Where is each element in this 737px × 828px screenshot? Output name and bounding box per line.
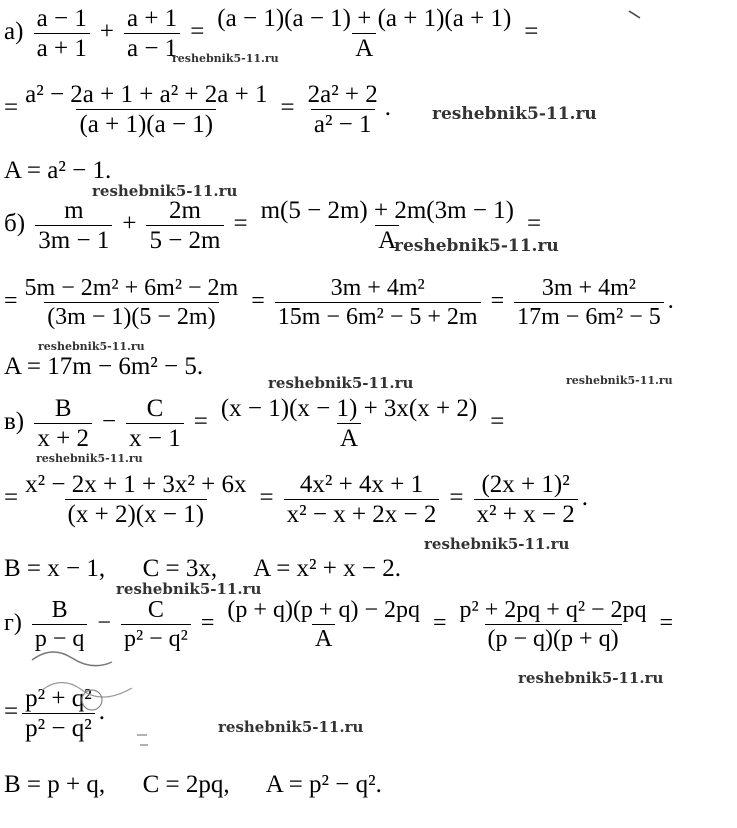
fraction: [146, 198, 223, 253]
numerator: p² + 2pq + q² − 2pq: [459, 597, 647, 623]
watermark: reshebnik5-11.ru: [394, 236, 559, 256]
denominator: p² − q²: [22, 713, 95, 741]
denominator: x − 1: [126, 423, 184, 451]
fraction: [284, 472, 440, 527]
watermark: reshebnik5-11.ru: [424, 535, 570, 553]
denominator: A: [375, 225, 399, 253]
numerator: 3m + 4m²: [541, 275, 636, 301]
fraction: [457, 598, 650, 651]
denominator: (a + 1)(a − 1): [76, 109, 216, 137]
numerator: (x − 1)(x − 1) + 3x(x + 2): [220, 395, 478, 422]
denominator: x² − x + 2x − 2: [284, 499, 440, 527]
denominator: p² − q²: [121, 624, 191, 651]
denominator: p − q: [32, 624, 88, 651]
watermark: reshebnik5-11.ru: [218, 718, 364, 736]
part-a-answer: A = a² − 1.: [4, 157, 112, 184]
watermark: reshebnik5-11.ru: [566, 374, 673, 387]
part-g-line-1: г) $\frac{B}{p - q}$ − $\frac{C}{\text{p² − q²}}$ = $\frac{(p + q)(p + q) - 2pq}{A}$ = $\frac{\text{p² + 2pq + q² − 2pq}}{(p - q)(p + q)}$ =: [4, 597, 674, 652]
numerator: m(5 − 2m) + 2m(3m − 1): [260, 197, 514, 224]
denominator: a + 1: [34, 33, 90, 61]
watermark: reshebnik5-11.ru: [172, 52, 279, 65]
scribble-mark: [22, 640, 172, 760]
watermark: reshebnik5-11.ru: [36, 452, 143, 465]
fraction: [224, 598, 423, 651]
numerator: p² + q²: [25, 685, 92, 712]
part-g-answer: B = p + q, C = 2pq, A = p² − q².: [4, 771, 382, 798]
fraction: [305, 82, 381, 137]
part-g-label: г): [4, 610, 22, 637]
numerator: 3m + 4m²: [330, 275, 425, 301]
fraction: [22, 276, 242, 329]
fraction: [126, 396, 184, 451]
fraction: [22, 82, 270, 137]
part-v-answer: B = x − 1, C = 3x, A = x² + x − 2.: [4, 555, 401, 582]
fraction: [22, 472, 249, 527]
fraction: [275, 276, 481, 329]
denominator: A: [312, 624, 335, 651]
fraction: [474, 472, 578, 527]
numerator: C: [146, 395, 164, 422]
part-b-answer: A = 17m − 6m² − 5.: [4, 353, 204, 380]
numerator: a − 1: [36, 5, 87, 32]
watermark: reshebnik5-11.ru: [518, 669, 664, 687]
denominator: 5 − 2m: [146, 225, 223, 253]
numerator: C: [147, 597, 164, 623]
part-a-label: а): [4, 18, 24, 46]
watermark: reshebnik5-11.ru: [92, 182, 238, 200]
numerator: (a − 1)(a − 1) + (a + 1)(a + 1): [217, 5, 512, 32]
numerator: (p + q)(p + q) − 2pq: [227, 597, 420, 623]
part-v-line-1: в) $\frac{B}{x + 2}$ − $\frac{C}{x - 1}$ = $\frac{(x - 1)(x - 1) + 3x(x + 2)}{A}$ =: [4, 395, 505, 452]
watermark: reshebnik5-11.ru: [432, 104, 597, 124]
part-b-line-2: = $\frac{\text{5m − 2m² + 6m² − 2m}}{(3m - 1)(5 - 2m)}$ = $\frac{\text{3m + 4m²}}{\text{15m − 6m² − 5 + 2m}}$ = $\frac{\text{3m + 4m²}}{\text{17m − 6m² − 5}}$ .: [4, 275, 674, 330]
denominator: x + 2: [34, 423, 92, 451]
denominator: a − 1: [124, 33, 180, 61]
numerator: m: [64, 197, 84, 224]
fraction: [34, 6, 90, 61]
part-b-label: б): [4, 210, 26, 238]
part-a-line-1: а) $\frac{a - 1}{a + 1}$ + $\frac{a + 1}{a - 1}$ = $\frac{(a - 1)(a - 1) + (a + 1)(a + 1)}{A}$ =: [4, 5, 539, 62]
numerator: B: [54, 395, 72, 422]
part-v-line-2: = $\frac{\text{x² − 2x + 1 + 3x² + 6x}}{(x + 2)(x - 1)}$ = $\frac{\text{4x² + 4x + 1}}{\text{x² − x + 2x − 2}}$ = $\frac{\text{(2x + 1)²}}{\text{x² + x − 2}}$ .: [4, 471, 588, 528]
numerator: 2a² + 2: [307, 81, 378, 108]
denominator: 3m − 1: [35, 225, 112, 253]
numerator: x² − 2x + 1 + 3x² + 6x: [25, 471, 247, 498]
part-g-line-2: = $\frac{\text{p² + q²}}{\text{p² − q²}}$ .: [4, 685, 105, 742]
denominator: (3m − 1)(5 − 2m): [44, 302, 218, 329]
denominator: (x + 2)(x − 1): [65, 499, 208, 527]
denominator: 15m − 6m² − 5 + 2m: [275, 302, 481, 329]
fraction: [35, 198, 112, 253]
numerator: (2x + 1)²: [481, 471, 570, 498]
denominator: (p − q)(p + q): [485, 624, 622, 651]
denominator: A: [352, 33, 376, 61]
denominator: A: [337, 423, 361, 451]
numerator: 5m − 2m² + 6m² − 2m: [24, 275, 239, 301]
numerator: a + 1: [126, 5, 178, 32]
part-a-line-2: = $\frac{\text{a² − 2a + 1 + a² + 2a + 1}}{(a + 1)(a - 1)}$ = $\frac{\text{2a² + 2}}{\text{a² − 1}}$ .: [4, 81, 392, 138]
fraction: [218, 396, 480, 451]
numerator: B: [51, 597, 68, 623]
part-v-label: в): [4, 408, 25, 436]
part-b-line-1: б) $\frac{m}{3m - 1}$ + $\frac{2m}{5 - 2m}$ = $\frac{m(5 - 2m) + 2m(3m - 1)}{A}$ =: [4, 197, 542, 254]
numerator: 4x² + 4x + 1: [299, 471, 424, 498]
watermark: reshebnik5-11.ru: [268, 374, 414, 392]
watermark: reshebnik5-11.ru: [116, 580, 262, 598]
denominator: 17m − 6m² − 5: [514, 302, 664, 329]
denominator: a² − 1: [311, 109, 375, 137]
denominator: x² + x − 2: [474, 499, 578, 527]
numerator: 2m: [169, 197, 201, 224]
numerator: a² − 2a + 1 + a² + 2a + 1: [25, 81, 268, 108]
watermark: reshebnik5-11.ru: [38, 340, 145, 353]
fraction: [514, 276, 664, 329]
scribble-mark: [626, 8, 646, 22]
fraction: [34, 396, 92, 451]
